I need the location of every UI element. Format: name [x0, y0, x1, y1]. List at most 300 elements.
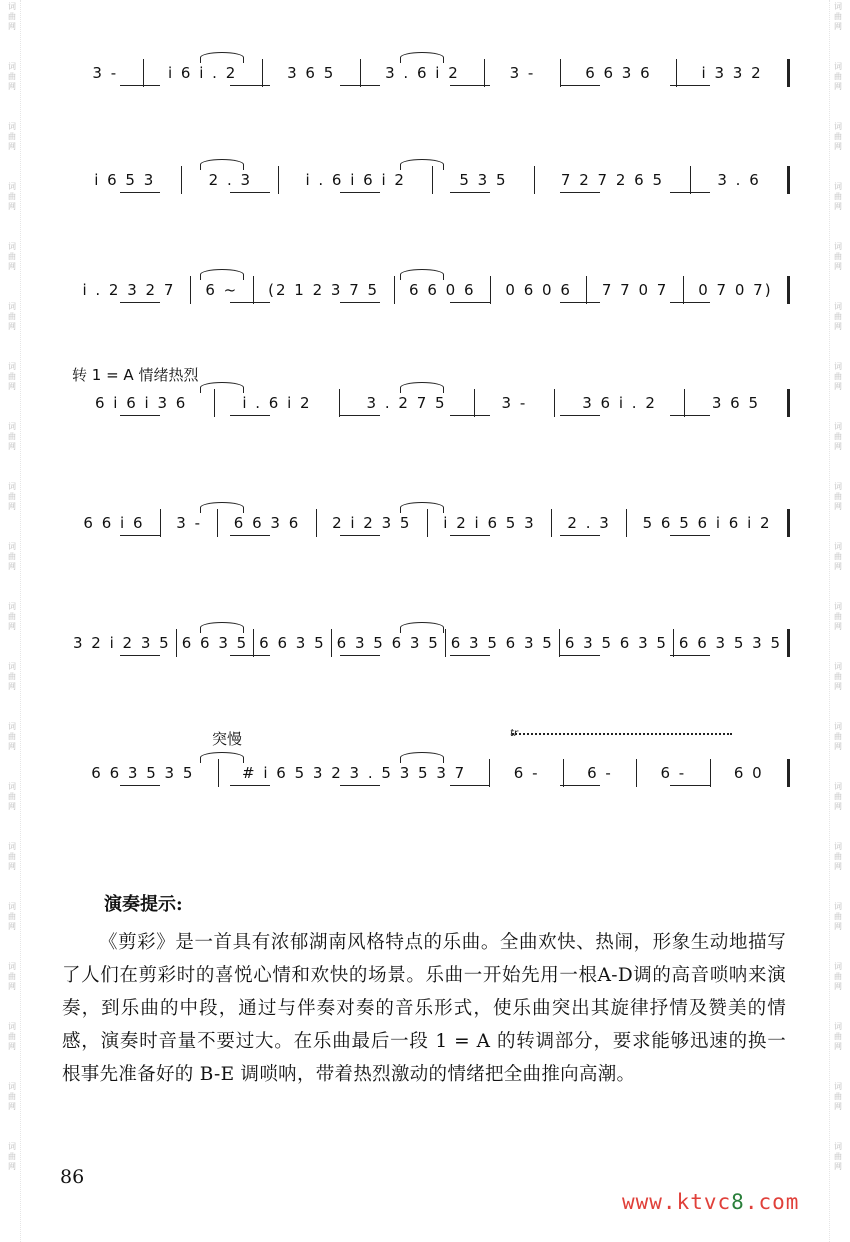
bar-line — [559, 629, 560, 657]
watermark-glyph-group — [8, 902, 16, 932]
measure: 3 . 6 i 2 — [385, 64, 460, 82]
watermark-glyph-group — [834, 242, 842, 272]
beam-underline — [340, 785, 380, 786]
bar-line — [683, 276, 684, 304]
watermark-glyph: 网 — [8, 442, 16, 451]
watermark-glyph: 网 — [834, 1042, 842, 1051]
measure: 6 i 6 i 3 6 — [94, 394, 188, 412]
watermark-glyph: 网 — [834, 202, 842, 211]
watermark-glyph: 词 — [8, 902, 16, 911]
measure: 6 6 3 5 3 5 — [678, 634, 783, 652]
page-number: 86 — [60, 1166, 85, 1188]
measure: 7 2 7 2 6 5 — [560, 171, 664, 189]
measure: 6 3 5 6 3 5 — [450, 634, 554, 652]
watermark-glyph-group — [8, 422, 16, 452]
measure: 6 6 3 5 3 5 — [91, 764, 195, 782]
beam-underline — [450, 415, 490, 416]
bar-line — [787, 59, 790, 87]
watermark-glyph: 网 — [8, 82, 16, 91]
bar-line — [190, 276, 191, 304]
slur — [400, 752, 444, 763]
measure: (2 1 2 3 7 5 — [268, 281, 380, 299]
watermark-glyph: 网 — [834, 622, 842, 631]
watermark-glyph: 词 — [834, 542, 842, 551]
watermark-glyph: 曲 — [8, 1152, 16, 1161]
measure: 3 - — [176, 514, 203, 532]
measure: i 6 i . 2 — [168, 64, 238, 82]
measure: 0 6 0 6 — [505, 281, 572, 299]
measure: 3 6 5 — [711, 394, 761, 412]
watermark-glyph: 词 — [8, 962, 16, 971]
watermark-glyph: 曲 — [834, 192, 842, 201]
beam-underline — [450, 192, 490, 193]
watermark-glyph: 词 — [834, 602, 842, 611]
watermark-glyph-group — [834, 782, 842, 812]
bar-line — [787, 166, 790, 194]
watermark-glyph-group — [834, 1082, 842, 1112]
measure: 3 - — [92, 64, 119, 82]
watermark-glyph: 网 — [834, 142, 842, 151]
measure: 6 6 3 5 — [181, 634, 249, 652]
watermark-glyph: 曲 — [8, 732, 16, 741]
bar-line — [218, 759, 219, 787]
watermark-glyph: 词 — [834, 122, 842, 131]
watermark-glyph-group — [834, 542, 842, 572]
watermark-glyph: 曲 — [8, 972, 16, 981]
watermark-glyph-group — [8, 1082, 16, 1112]
watermark-glyph: 词 — [8, 662, 16, 671]
measure: 3 6 i . 2 — [582, 394, 657, 412]
bar-line — [484, 59, 485, 87]
beam-underline — [340, 85, 380, 86]
beam-underline — [670, 785, 710, 786]
watermark-glyph: 网 — [834, 442, 842, 451]
watermark-glyph-group — [8, 782, 16, 812]
watermark-glyph-group — [8, 842, 16, 872]
watermark-glyph: 曲 — [8, 252, 16, 261]
bar-line — [684, 389, 685, 417]
measure: 3 . 6 — [717, 171, 761, 189]
watermark-glyph: 曲 — [834, 732, 842, 741]
beam-underline — [120, 535, 160, 536]
watermark-glyph: 网 — [834, 562, 842, 571]
watermark-glyph: 词 — [834, 782, 842, 791]
beam-underline — [560, 535, 600, 536]
watermark-glyph-group — [8, 302, 16, 332]
measure: i 6 5 3 — [94, 171, 156, 189]
watermark-glyph: 曲 — [834, 492, 842, 501]
measure: 3 . 2 7 5 — [366, 394, 447, 412]
watermark-glyph: 曲 — [8, 672, 16, 681]
watermark-glyph-group — [8, 1022, 16, 1052]
watermark-glyph: 词 — [834, 62, 842, 71]
watermark-glyph: 词 — [834, 1022, 842, 1031]
slur — [400, 622, 444, 633]
beam-underline — [450, 302, 490, 303]
beam-underline — [560, 302, 600, 303]
watermark-glyph: 网 — [8, 922, 16, 931]
beam-underline — [670, 302, 710, 303]
measure: i 2 i 6 5 3 — [443, 514, 536, 532]
bar-line — [787, 389, 790, 417]
watermark-glyph: 网 — [8, 322, 16, 331]
beam-underline — [120, 302, 160, 303]
watermark-glyph: 词 — [8, 782, 16, 791]
beam-underline — [560, 785, 600, 786]
watermark-glyph: 网 — [8, 682, 16, 691]
bar-line — [787, 629, 790, 657]
watermark-glyph: 词 — [834, 482, 842, 491]
watermark-glyph: 曲 — [834, 552, 842, 561]
watermark-glyph: 网 — [8, 202, 16, 211]
bar-line — [143, 59, 144, 87]
watermark-glyph: 曲 — [834, 1092, 842, 1101]
watermark-glyph: 网 — [834, 502, 842, 511]
bar-line — [278, 166, 279, 194]
measure: 6 ~ — [205, 281, 239, 299]
bar-line — [534, 166, 535, 194]
watermark-glyph-group — [834, 842, 842, 872]
measure: 6 3 5 6 3 5 — [564, 634, 668, 652]
beam-underline — [560, 655, 600, 656]
watermark-glyph: 曲 — [834, 12, 842, 21]
beam-underline — [230, 85, 270, 86]
watermark-glyph: 词 — [8, 722, 16, 731]
watermark-glyph: 曲 — [834, 672, 842, 681]
bar-line — [787, 276, 790, 304]
watermark-glyph: 网 — [834, 802, 842, 811]
watermark-glyph: 网 — [8, 142, 16, 151]
beam-underline — [120, 415, 160, 416]
beam-underline — [120, 85, 160, 86]
beam-underline — [120, 192, 160, 193]
watermark-glyph-group — [834, 1142, 842, 1172]
watermark-glyph: 网 — [8, 22, 16, 31]
slur — [400, 52, 444, 63]
watermark-glyph: 词 — [834, 902, 842, 911]
slur — [200, 502, 244, 513]
watermark-glyph-group — [8, 242, 16, 272]
watermark-glyph-group — [8, 662, 16, 692]
bar-line — [331, 629, 332, 657]
watermark-glyph-group — [8, 602, 16, 632]
bar-line — [489, 759, 490, 787]
watermark-glyph: 词 — [8, 362, 16, 371]
site-logo — [622, 1190, 799, 1214]
beam-underline — [120, 785, 160, 786]
watermark-glyph: 曲 — [834, 852, 842, 861]
watermark-glyph: 词 — [8, 422, 16, 431]
watermark-glyph: 网 — [8, 502, 16, 511]
beam-underline — [340, 415, 380, 416]
watermark-glyph: 曲 — [8, 192, 16, 201]
watermark-glyph: 网 — [834, 262, 842, 271]
watermark-glyph-group — [834, 122, 842, 152]
watermark-glyph: 曲 — [8, 852, 16, 861]
measure: 5 6 5 6 i 6 i 2 — [642, 514, 772, 532]
measure: 3 - — [509, 64, 536, 82]
watermark-glyph: 词 — [8, 1022, 16, 1031]
watermark-glyph: 曲 — [8, 432, 16, 441]
measure: 0 7 0 7) — [698, 281, 773, 299]
bar-line — [427, 509, 428, 537]
measure: 6 6 0 6 — [409, 281, 476, 299]
right-watermark-column — [829, 0, 846, 1242]
bar-line — [563, 759, 564, 787]
trill-mark: tr — [510, 728, 519, 739]
measure: # i 6 5 3 2 3 . 5 3 5 3 7 — [242, 764, 467, 782]
watermark-glyph: 词 — [8, 302, 16, 311]
trill-line — [512, 733, 732, 741]
watermark-glyph: 网 — [8, 262, 16, 271]
bar-line — [787, 759, 790, 787]
watermark-glyph: 词 — [8, 242, 16, 251]
bar-line — [262, 59, 263, 87]
watermark-glyph: 词 — [834, 2, 842, 11]
beam-underline — [340, 535, 380, 536]
measure: 6 3 5 6 3 5 — [336, 634, 440, 652]
watermark-glyph: 词 — [8, 122, 16, 131]
watermark-glyph: 曲 — [834, 132, 842, 141]
watermark-glyph-group — [8, 62, 16, 92]
bar-line — [445, 629, 446, 657]
watermark-glyph: 网 — [8, 982, 16, 991]
watermark-glyph-group — [834, 362, 842, 392]
watermark-glyph-group — [8, 962, 16, 992]
measure: 6 0 — [733, 764, 764, 782]
bar-line — [432, 166, 433, 194]
watermark-glyph: 曲 — [8, 492, 16, 501]
slur — [400, 502, 444, 513]
watermark-glyph: 曲 — [8, 372, 16, 381]
site-logo-part2: 8 — [731, 1190, 745, 1214]
watermark-glyph-group — [8, 182, 16, 212]
watermark-glyph: 词 — [834, 422, 842, 431]
bar-line — [636, 759, 637, 787]
watermark-glyph: 词 — [834, 1082, 842, 1091]
measure: 5 3 5 — [459, 171, 508, 189]
bar-line — [360, 59, 361, 87]
measure: 7 7 0 7 — [601, 281, 669, 299]
watermark-glyph: 网 — [8, 862, 16, 871]
watermark-glyph: 网 — [8, 742, 16, 751]
beam-underline — [230, 192, 270, 193]
watermark-glyph: 曲 — [834, 792, 842, 801]
beam-underline — [670, 192, 710, 193]
watermark-glyph: 曲 — [834, 312, 842, 321]
watermark-glyph-group — [8, 122, 16, 152]
bar-line — [253, 276, 254, 304]
watermark-glyph: 曲 — [8, 312, 16, 321]
measure: 3 6 5 — [287, 64, 336, 82]
measure: i . 6 i 6 i 2 — [305, 171, 406, 189]
beam-underline — [230, 302, 270, 303]
watermark-glyph: 曲 — [834, 1032, 842, 1041]
bar-line — [554, 389, 555, 417]
watermark-glyph: 词 — [8, 482, 16, 491]
performance-tips-body: 《剪彩》是一首具有浓郁湖南风格特点的乐曲。全曲欢快、热闹，形象生动地描写了人们在剪彩时的喜悦心情和欢快的场景。乐曲一开始先用一根A-D调的高音唢呐来演奏，到乐曲的中段，通过与伴奏对奏的音乐形式，使乐曲突出其旋律抒情及赞美的情感，演奏时音量不要过大。在乐曲最后一段 1 = A 的转调部分，要求能够迅速的换一根事先准备好的 B-E 调唢呐，带着热烈激动的情绪把全曲推向高潮。 — [62, 932, 786, 1085]
bar-line — [586, 276, 587, 304]
watermark-glyph: 曲 — [8, 792, 16, 801]
watermark-glyph: 网 — [8, 1042, 16, 1051]
bar-line — [217, 509, 218, 537]
watermark-glyph: 网 — [834, 922, 842, 931]
watermark-glyph-group — [8, 362, 16, 392]
watermark-glyph: 词 — [8, 842, 16, 851]
bar-line — [394, 276, 395, 304]
watermark-glyph: 曲 — [8, 72, 16, 81]
bar-line — [690, 166, 691, 194]
measure: 2 . 3 — [567, 514, 611, 532]
measure: 6 6 i 6 — [83, 514, 145, 532]
watermark-glyph: 曲 — [834, 372, 842, 381]
watermark-glyph-group — [8, 542, 16, 572]
site-logo-part1: www.ktvc — [622, 1190, 732, 1214]
watermark-glyph: 网 — [8, 1162, 16, 1171]
slur — [200, 752, 244, 763]
watermark-glyph-group — [834, 182, 842, 212]
measure: 3 - — [501, 394, 528, 412]
slur — [200, 382, 244, 393]
watermark-glyph: 词 — [834, 182, 842, 191]
bar-line — [551, 509, 552, 537]
measure: i 3 3 2 — [701, 64, 763, 82]
watermark-glyph: 网 — [8, 622, 16, 631]
watermark-glyph: 词 — [8, 182, 16, 191]
watermark-glyph: 网 — [8, 382, 16, 391]
watermark-glyph: 曲 — [8, 552, 16, 561]
watermark-glyph: 网 — [834, 382, 842, 391]
watermark-glyph: 网 — [834, 322, 842, 331]
watermark-glyph-group — [8, 482, 16, 512]
watermark-glyph-group — [834, 422, 842, 452]
bar-line — [181, 166, 182, 194]
measure: 6 6 3 5 — [259, 634, 326, 652]
watermark-glyph: 曲 — [8, 12, 16, 21]
bar-line — [676, 59, 677, 87]
watermark-glyph: 网 — [834, 1162, 842, 1171]
beam-underline — [230, 535, 270, 536]
watermark-glyph: 曲 — [834, 252, 842, 261]
watermark-glyph: 词 — [834, 242, 842, 251]
performance-tips-heading: 演奏提示: — [104, 894, 183, 915]
watermark-glyph: 网 — [834, 742, 842, 751]
watermark-glyph: 网 — [834, 682, 842, 691]
measure: 6 - — [660, 764, 687, 782]
watermark-glyph: 网 — [834, 862, 842, 871]
watermark-glyph: 词 — [8, 542, 16, 551]
watermark-glyph-group — [834, 2, 842, 32]
beam-underline — [340, 302, 380, 303]
measure: 6 - — [587, 764, 613, 782]
beam-underline — [230, 785, 270, 786]
beam-underline — [450, 655, 490, 656]
bar-line — [176, 629, 177, 657]
key-change-label: 转 1 = A 情绪热烈 — [72, 366, 199, 384]
watermark-glyph-group — [834, 1022, 842, 1052]
measure: 6 - — [513, 764, 540, 782]
slur — [400, 382, 444, 393]
measure: 2 i 2 3 5 — [332, 514, 412, 532]
watermark-glyph: 词 — [8, 2, 16, 11]
bar-line — [673, 629, 674, 657]
measure: 2 . 3 — [208, 171, 253, 189]
beam-underline — [670, 415, 710, 416]
beam-underline — [670, 655, 710, 656]
watermark-glyph-group — [834, 62, 842, 92]
slur — [200, 622, 244, 633]
slur — [400, 269, 444, 280]
watermark-glyph: 词 — [8, 62, 16, 71]
beam-underline — [120, 655, 160, 656]
watermark-glyph: 词 — [834, 1142, 842, 1151]
watermark-glyph: 网 — [8, 562, 16, 571]
watermark-glyph: 词 — [834, 962, 842, 971]
bar-line — [490, 276, 491, 304]
tempo-mark: 突慢 — [212, 730, 243, 748]
watermark-glyph: 曲 — [8, 612, 16, 621]
watermark-glyph: 网 — [8, 802, 16, 811]
beam-underline — [340, 655, 380, 656]
watermark-glyph: 词 — [8, 1142, 16, 1151]
watermark-glyph: 词 — [834, 842, 842, 851]
bar-line — [626, 509, 627, 537]
bar-line — [214, 389, 215, 417]
measure: 6 6 3 6 — [233, 514, 301, 532]
measure: i . 2 3 2 7 — [82, 281, 176, 299]
watermark-glyph: 词 — [834, 302, 842, 311]
bar-line — [560, 59, 561, 87]
beam-underline — [670, 85, 710, 86]
watermark-glyph: 词 — [834, 722, 842, 731]
bar-line — [160, 509, 161, 537]
watermark-glyph: 网 — [834, 982, 842, 991]
watermark-glyph: 词 — [8, 602, 16, 611]
watermark-glyph-group — [834, 962, 842, 992]
watermark-glyph-group — [8, 1142, 16, 1172]
left-watermark-column — [4, 0, 21, 1242]
bar-line — [253, 629, 254, 657]
beam-underline — [450, 535, 490, 536]
watermark-glyph-group — [8, 722, 16, 752]
beam-underline — [450, 785, 490, 786]
watermark-glyph: 曲 — [834, 432, 842, 441]
beam-underline — [670, 535, 710, 536]
slur — [200, 269, 244, 280]
slur — [200, 159, 244, 170]
watermark-glyph: 网 — [834, 1102, 842, 1111]
watermark-glyph-group — [834, 662, 842, 692]
bar-line — [787, 509, 790, 537]
beam-underline — [230, 655, 270, 656]
measure: i . 6 i 2 — [242, 394, 312, 412]
watermark-glyph: 曲 — [8, 912, 16, 921]
watermark-glyph-group — [834, 302, 842, 332]
watermark-glyph: 词 — [8, 1082, 16, 1091]
beam-underline — [560, 192, 600, 193]
bar-line — [474, 389, 475, 417]
watermark-glyph: 网 — [8, 1102, 16, 1111]
bar-line — [339, 389, 340, 417]
watermark-glyph: 词 — [834, 662, 842, 671]
watermark-glyph: 曲 — [8, 1092, 16, 1101]
beam-underline — [560, 85, 600, 86]
watermark-glyph: 曲 — [834, 72, 842, 81]
beam-underline — [560, 415, 600, 416]
bar-line — [316, 509, 317, 537]
watermark-glyph: 曲 — [8, 1032, 16, 1041]
watermark-glyph: 曲 — [8, 132, 16, 141]
